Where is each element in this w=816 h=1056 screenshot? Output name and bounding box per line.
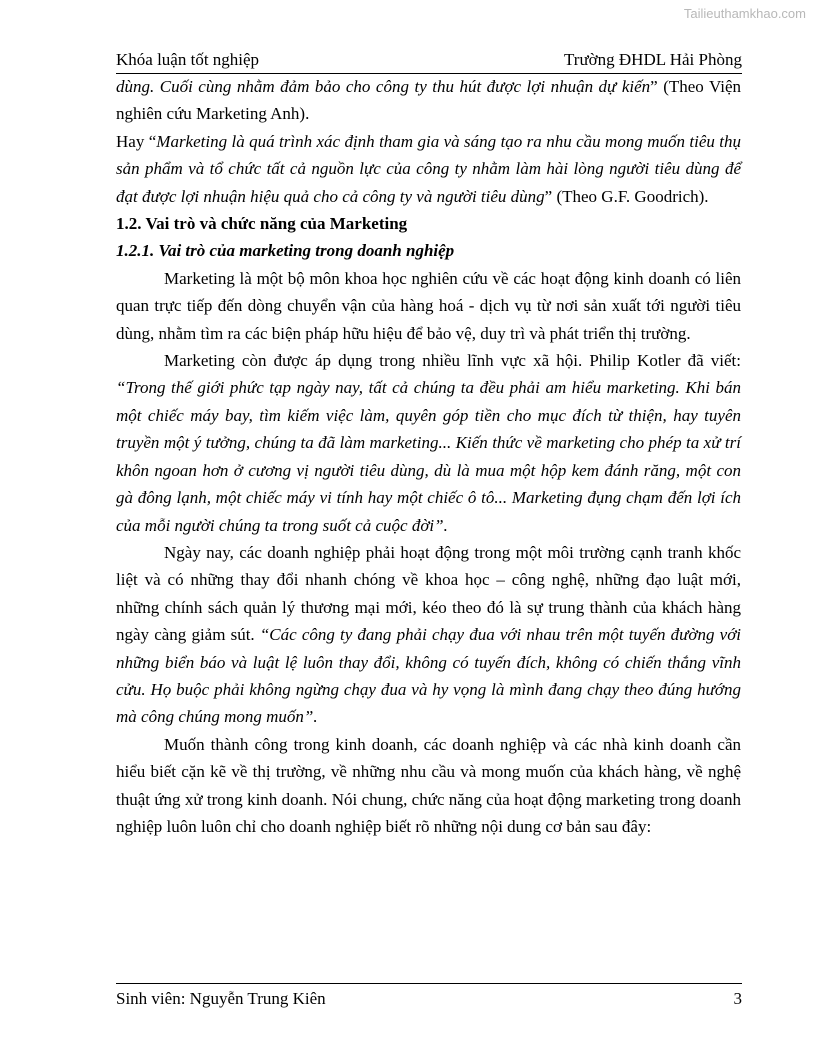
paragraph-1-italic: dùng. Cuối cùng nhằm đảm bảo cho công ty thu hút được lợi nhuận dự kiến	[116, 77, 651, 96]
paragraph-5	[116, 539, 741, 731]
paragraph-2-italic: Marketing là quá trình xác định tham gia và sáng tạo ra nhu cầu mong muốn tiêu thụ sản phẩm và tổ chức tất cả nguồn lực của công ty nhằm làm hài lòng người tiêu dùng để đạt được lợi nhuận hiệu quả cho cả công ty và người tiêu dùng	[116, 131, 742, 206]
paragraph-5-quote: “Các công ty đang phải chạy đua với nhau trên một tuyến đường với những biển báo và luật lệ luôn thay đổi, không có tuyến đích, không có chiến thắng vĩnh cửu. Họ buộc phải không ngừng chạy đua và hy vọng là mình đang chạy theo đúng hướng mà công chúng mong muốn”.	[116, 625, 741, 727]
header-left: Khóa luận tốt nghiệp	[116, 50, 260, 69]
subsection-heading-1-2-1: 1.2.1. Vai trò của marketing trong doanh nghiệp	[116, 241, 455, 261]
watermark: Tailieuthamkhao.com	[683, 6, 806, 21]
page-number: 3	[733, 989, 742, 1008]
paragraph-3: Marketing là một bộ môn khoa học nghiên cứu về các hoạt động kinh doanh có liên quan trực tiếp đến dòng chuyển vận của hàng hoá - dịch vụ từ nơi sản xuất tới người tiêu dùng, nhằm tìm ra các biện pháp hữu hiệu để bảo vệ, duy trì và phát triển thị trường.	[116, 268, 741, 343]
footer-author: Sinh viên: Nguyễn Trung Kiên	[116, 989, 326, 1008]
page-header	[116, 50, 742, 74]
paragraph-2	[116, 128, 741, 210]
paragraph-5-normal: Ngày nay, các doanh nghiệp phải hoạt động trong một môi trường cạnh tranh khốc liệt và có những thay đổi nhanh chóng về khoa học – công nghệ, những đạo luật mới, những chính sách quản lý thương mại mới, kéo theo đó là sự trung thành của khách hàng ngày càng giảm sút.	[116, 542, 741, 645]
paragraph-6: Muốn thành công trong kinh doanh, các doanh nghiệp và các nhà kinh doanh cần hiểu biết cặn kẽ về thị trường, về những nhu cầu và mong muốn của khách hàng, về nghệ thuật ứng xử trong kinh doanh. Nói chung, chức năng của hoạt động marketing trong doanh nghiệp luôn luôn chỉ cho doanh nghiệp biết rõ những nội dung cơ bản sau đây:	[116, 734, 741, 836]
paragraph-4-normal: Marketing còn được áp dụng trong nhiều lĩnh vực xã hội. Philip Kotler đã viết:	[164, 351, 741, 371]
paragraph-1-normal: ” (Theo Viện nghiên cứu Marketing Anh).	[116, 77, 742, 124]
paragraph-2-normal: ” (Theo G.F. Goodrich).	[544, 186, 709, 206]
section-heading-1-2: 1.2. Vai trò và chức năng của Marketing	[116, 214, 408, 234]
paragraph-1	[116, 73, 741, 128]
paragraph-4-quote: “Trong thế giới phức tạp ngày nay, tất cả chúng ta đều phải am hiểu marketing. Khi bán một chiếc máy bay, tìm kiếm việc làm, quyên góp tiền cho mục đích từ thiện, hay tuyên truyền một ý tưởng, chúng ta đã làm marketing... Kiến thức về marketing cho phép ta xử trí khôn ngoan hơn ở cương vị người tiêu dùng, dù là mua một hộp kem đánh răng, một con gà đông lạnh, một chiếc máy vi tính hay một chiếc ô tô... Marketing đụng chạm đến lợi ích của mỗi người chúng ta trong suốt cả cuộc đời”.	[116, 378, 741, 535]
paragraph-4	[116, 347, 741, 539]
header-right: Trường ĐHDL Hải Phòng	[564, 50, 742, 69]
page-body	[116, 73, 741, 840]
page-footer	[116, 983, 742, 1010]
paragraph-2-lead: Hay “	[116, 131, 157, 151]
